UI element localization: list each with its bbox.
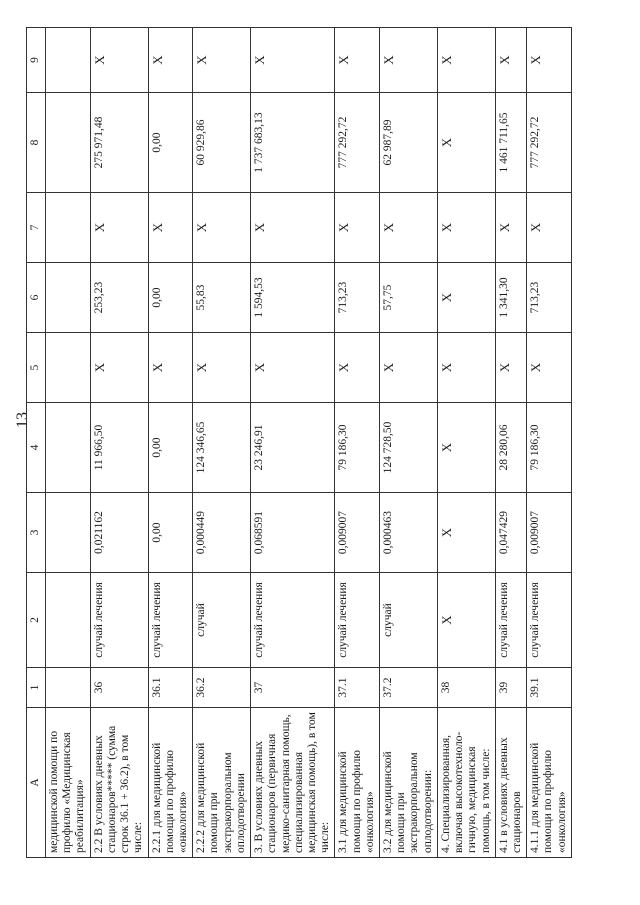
table-cell [46, 493, 91, 573]
table-cell: случай лечения [527, 573, 572, 668]
table-cell: 62 987,89 [380, 93, 438, 193]
table-cell: 1 341,30 [495, 263, 526, 333]
table-row [437, 28, 495, 858]
table-cell: 1 594,53 [251, 263, 335, 333]
table-cell [46, 573, 91, 668]
table-cell: 124 346,65 [193, 403, 251, 493]
table-cell [46, 333, 91, 403]
table-cell: 39.1 [527, 668, 572, 708]
table-cell: Х [527, 28, 572, 93]
header-cell: 1 [27, 668, 46, 708]
table-cell: 0,009007 [527, 493, 572, 573]
table-cell: Х [148, 28, 193, 93]
table-cell: 79 186,30 [335, 403, 380, 493]
table-row [148, 28, 193, 858]
table-cell: 0,00 [148, 403, 193, 493]
table-row [90, 28, 148, 858]
table-cell: 124 728,50 [380, 403, 438, 493]
header-cell: 5 [27, 333, 46, 403]
table-cell: 23 246,91 [251, 403, 335, 493]
table-cell: Х [193, 333, 251, 403]
table-cell [46, 263, 91, 333]
table-cell: 0,021162 [90, 493, 148, 573]
table-cell: 275 971,48 [90, 93, 148, 193]
table-cell: 1 461 711,65 [495, 93, 526, 193]
table-cell: 11 966,50 [90, 403, 148, 493]
table-cell: Х [335, 333, 380, 403]
row-label-cell: 4.1 в условиях дневных стационаров [495, 708, 526, 858]
table-cell: 28 280,06 [495, 403, 526, 493]
table-cell [46, 193, 91, 263]
row-label-cell: 3. В условиях дневных стационаров (первичная медико-санитарная помощь, специализированная медицинская помощь), в том числе: [251, 708, 335, 858]
page-number: 13 [14, 412, 31, 428]
rotated-table-container [26, 28, 568, 858]
table-cell: Х [251, 28, 335, 93]
table-cell: 713,23 [527, 263, 572, 333]
row-label-cell: 3.1 для медицинской помощи по профилю «онкология» [335, 708, 380, 858]
table-row [527, 28, 572, 858]
header-cell: 3 [27, 493, 46, 573]
row-label-cell: медицинской помощи по профилю «Медицинская реабилитация» [46, 708, 91, 858]
table-cell: 37.2 [380, 668, 438, 708]
table-cell: Х [148, 193, 193, 263]
table-cell: 1 737 683,13 [251, 93, 335, 193]
table-cell: Х [527, 333, 572, 403]
table-cell: Х [380, 28, 438, 93]
table-row [193, 28, 251, 858]
table-cell: Х [90, 333, 148, 403]
table-cell: Х [437, 493, 495, 573]
row-label-cell: 2.2 В условиях дневных стационаров***** (сумма строк 36.1 + 36.2), в том числе: [90, 708, 148, 858]
table-row [251, 28, 335, 858]
row-label-cell: 3.2 для медицинской помощи при экстракорпоральном оплодотворении: [380, 708, 438, 858]
table-row [335, 28, 380, 858]
table-cell: 0,000449 [193, 493, 251, 573]
table-cell [46, 668, 91, 708]
table-cell: 37.1 [335, 668, 380, 708]
table-cell: 0,047429 [495, 493, 526, 573]
table-cell: 57,75 [380, 263, 438, 333]
data-table [26, 27, 572, 858]
table-cell: 253,23 [90, 263, 148, 333]
table-cell: 39 [495, 668, 526, 708]
table-cell: случай [380, 573, 438, 668]
table-cell: Х [437, 93, 495, 193]
table-cell: Х [437, 333, 495, 403]
table-cell: Х [437, 403, 495, 493]
header-cell: 6 [27, 263, 46, 333]
header-cell: 4 [27, 403, 46, 493]
row-label-cell: 4.1.1 для медицинской помощи по профилю «онкология» [527, 708, 572, 858]
table-cell: Х [437, 28, 495, 93]
table-row [380, 28, 438, 858]
header-row [27, 28, 46, 858]
table-cell [46, 403, 91, 493]
table-cell: 38 [437, 668, 495, 708]
table-cell: 777 292,72 [527, 93, 572, 193]
table-cell: случай лечения [495, 573, 526, 668]
header-cell: 2 [27, 573, 46, 668]
table-cell: Х [527, 193, 572, 263]
table-cell: случай лечения [251, 573, 335, 668]
table-cell: 713,23 [335, 263, 380, 333]
table-row [46, 28, 91, 858]
table-cell: 36.2 [193, 668, 251, 708]
table-cell: 36 [90, 668, 148, 708]
table-cell: Х [495, 28, 526, 93]
table-cell: 79 186,30 [527, 403, 572, 493]
table-cell: Х [251, 193, 335, 263]
header-cell: 9 [27, 28, 46, 93]
table-cell: Х [148, 333, 193, 403]
table-cell: Х [380, 193, 438, 263]
table-cell [46, 93, 91, 193]
table-cell: 0,000463 [380, 493, 438, 573]
table-cell: 0,00 [148, 263, 193, 333]
table-cell: Х [193, 28, 251, 93]
table-row [495, 28, 526, 858]
table-cell: Х [437, 193, 495, 263]
table-cell: Х [251, 333, 335, 403]
row-label-cell: 2.2.1 для медицинской помощи по профилю «онкология» [148, 708, 193, 858]
table-cell: Х [90, 28, 148, 93]
header-cell: 7 [27, 193, 46, 263]
table-cell: 36.1 [148, 668, 193, 708]
row-label-cell: 4. Специализированная, включая высокотехноло-гичную, медицинская помощь, в том числе: [437, 708, 495, 858]
table-cell: 55,83 [193, 263, 251, 333]
table-cell: Х [193, 193, 251, 263]
row-label-cell: 2.2.2 для медицинской помощи при экстракорпоральном оплодотворении [193, 708, 251, 858]
table-cell: случай [193, 573, 251, 668]
table-cell: Х [437, 263, 495, 333]
table-cell: Х [335, 193, 380, 263]
table-cell: Х [90, 193, 148, 263]
table-cell: 0,00 [148, 493, 193, 573]
table-cell: 0,068591 [251, 493, 335, 573]
table-cell: Х [495, 333, 526, 403]
header-cell: 8 [27, 93, 46, 193]
table-cell: 777 292,72 [335, 93, 380, 193]
table-cell: 60 929,86 [193, 93, 251, 193]
table-cell: Х [437, 573, 495, 668]
table-cell: Х [380, 333, 438, 403]
table-cell: 37 [251, 668, 335, 708]
table-cell: 0,009007 [335, 493, 380, 573]
table-cell: Х [335, 28, 380, 93]
table-cell: случай лечения [148, 573, 193, 668]
table-cell [46, 28, 91, 93]
header-cell: А [27, 708, 46, 858]
table-cell: 0,00 [148, 93, 193, 193]
table-cell: Х [495, 193, 526, 263]
table-cell: случай лечения [335, 573, 380, 668]
table-cell: случай лечения [90, 573, 148, 668]
